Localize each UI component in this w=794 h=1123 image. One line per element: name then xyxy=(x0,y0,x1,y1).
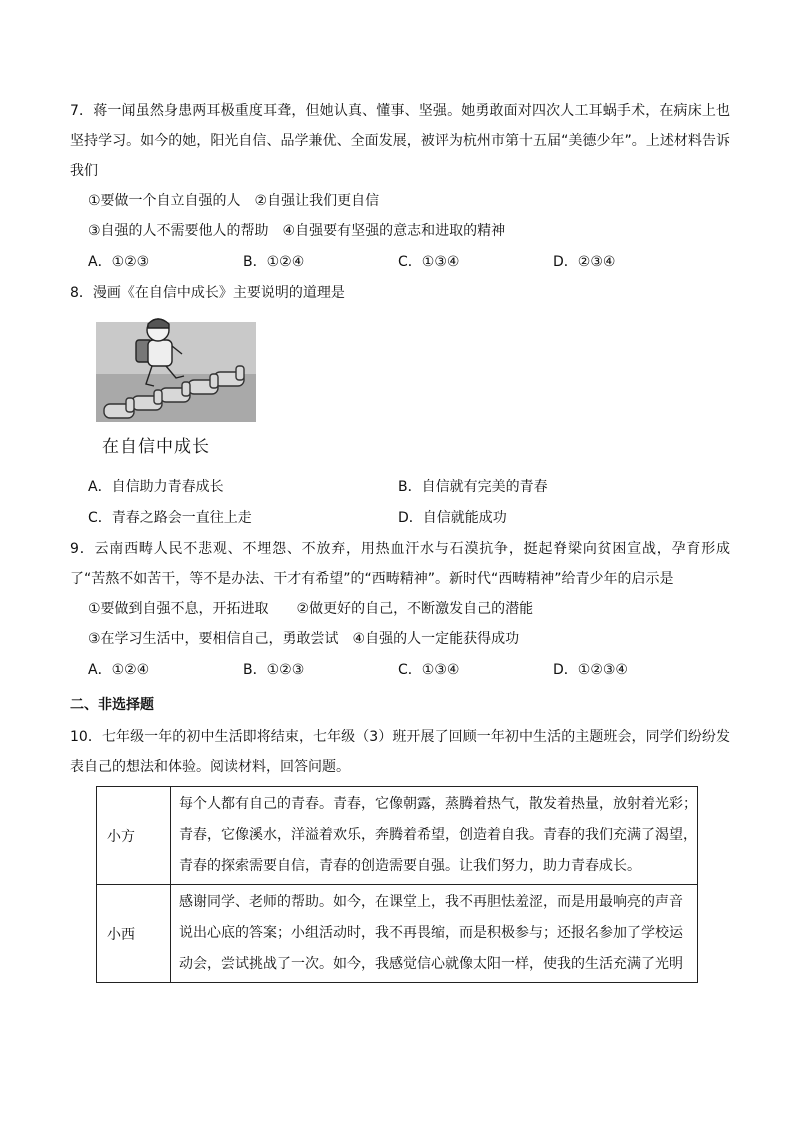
student-statement xyxy=(171,787,698,885)
statement-line: 动会，尝试挑战了一次。如今，我感觉信心就像太阳一样，使我的生活充满了光明 xyxy=(179,956,683,972)
statement-line: 说出心底的答案；小组活动时，我不再畏缩，而是积极参与；还报名参加了学校运 xyxy=(179,925,683,941)
statement-line: 每个人都有自己的青春。青春，它像朝露，蒸腾着热气，散发着热量，放射着光彩； xyxy=(179,796,697,812)
q8-option-b[interactable]: B．自信就有完美的青春 xyxy=(398,479,548,495)
student-statement xyxy=(171,885,698,983)
q7-statements-1: ①要做一个自立自强的人 ②自强让我们更自信 xyxy=(88,193,380,209)
student-name: 小西 xyxy=(97,885,171,983)
q7-options xyxy=(70,246,730,278)
q8-stem: 8．漫画《在自信中成长》主要说明的道理是 xyxy=(70,285,345,301)
q7-option-c[interactable]: C．①③④ xyxy=(398,254,460,270)
student-name: 小方 xyxy=(97,787,171,885)
q8-options-row-1 xyxy=(70,472,730,503)
q9-option-b[interactable]: B．①②③ xyxy=(243,662,305,678)
table-row xyxy=(97,885,698,983)
cartoon-drawing xyxy=(96,314,256,426)
cartoon-caption: 在自信中成长 xyxy=(102,437,210,457)
q9-options xyxy=(70,654,730,686)
q9-option-d[interactable]: D．①②③④ xyxy=(553,662,628,678)
q8-option-c[interactable]: C．青春之路会一直往上走 xyxy=(88,510,252,526)
q8-option-d[interactable]: D．自信就能成功 xyxy=(398,510,507,526)
q9-option-c[interactable]: C．①③④ xyxy=(398,662,460,678)
q9-stem: 9．云南西畴人民不悲观、不埋怨、不放弃，用热血汗水与石漠抗争，挺起脊梁向贫困宣战，孕育形成了“苦熬不如苦干，等不是办法、干才有希望”的“西畴精神”。新时代“西畴精神”给青少年的启示是 xyxy=(70,541,730,587)
statement-line: 青春的探索需要自信，青春的创造需要自强。让我们努力，助力青春成长。 xyxy=(179,858,641,874)
statement-line: 感谢同学、老师的帮助。如今，在课堂上，我不再胆怯羞涩，而是用最响亮的声音 xyxy=(179,894,683,910)
exam-page xyxy=(70,96,730,983)
material-table xyxy=(96,786,698,983)
q9-statements-2: ③在学习生活中，要相信自己，勇敢尝试 ④自强的人一定能获得成功 xyxy=(88,631,520,647)
q8-option-a[interactable]: A．自信助力青春成长 xyxy=(88,479,224,495)
q9-statements-1: ①要做到自强不息，开拓进取 ②做更好的自己，不断激发自己的潜能 xyxy=(88,601,534,617)
q7-option-b[interactable]: B．①②④ xyxy=(243,254,305,270)
statement-line: 青春，它像溪水，洋溢着欢乐，奔腾着希望，创造着自我。青春的我们充满了渴望， xyxy=(179,827,697,843)
section-title: 二、非选择题 xyxy=(70,697,154,713)
q7-statements-2: ③自强的人不需要他人的帮助 ④自强要有坚强的意志和进取的精神 xyxy=(88,223,506,239)
q10-stem: 10．七年级一年的初中生活即将结束，七年级（3）班开展了回顾一年初中生活的主题班会，同学们纷纷发表自己的想法和体验。阅读材料，回答问题。 xyxy=(70,729,730,775)
cartoon-image xyxy=(96,314,256,464)
table-row xyxy=(97,787,698,885)
q7-option-d[interactable]: D．②③④ xyxy=(553,254,616,270)
q7-option-a[interactable]: A．①②③ xyxy=(88,254,150,270)
q7-stem: 7．蒋一闻虽然身患两耳极重度耳聋，但她认真、懂事、坚强。她勇敢面对四次人工耳蜗手术，在病床上也坚持学习。如今的她，阳光自信、品学兼优、全面发展，被评为杭州市第十五届“美德少年”。上述材料告诉我们 xyxy=(70,103,730,179)
q8-options-row-2 xyxy=(70,503,730,534)
q9-option-a[interactable]: A．①②④ xyxy=(88,662,150,678)
